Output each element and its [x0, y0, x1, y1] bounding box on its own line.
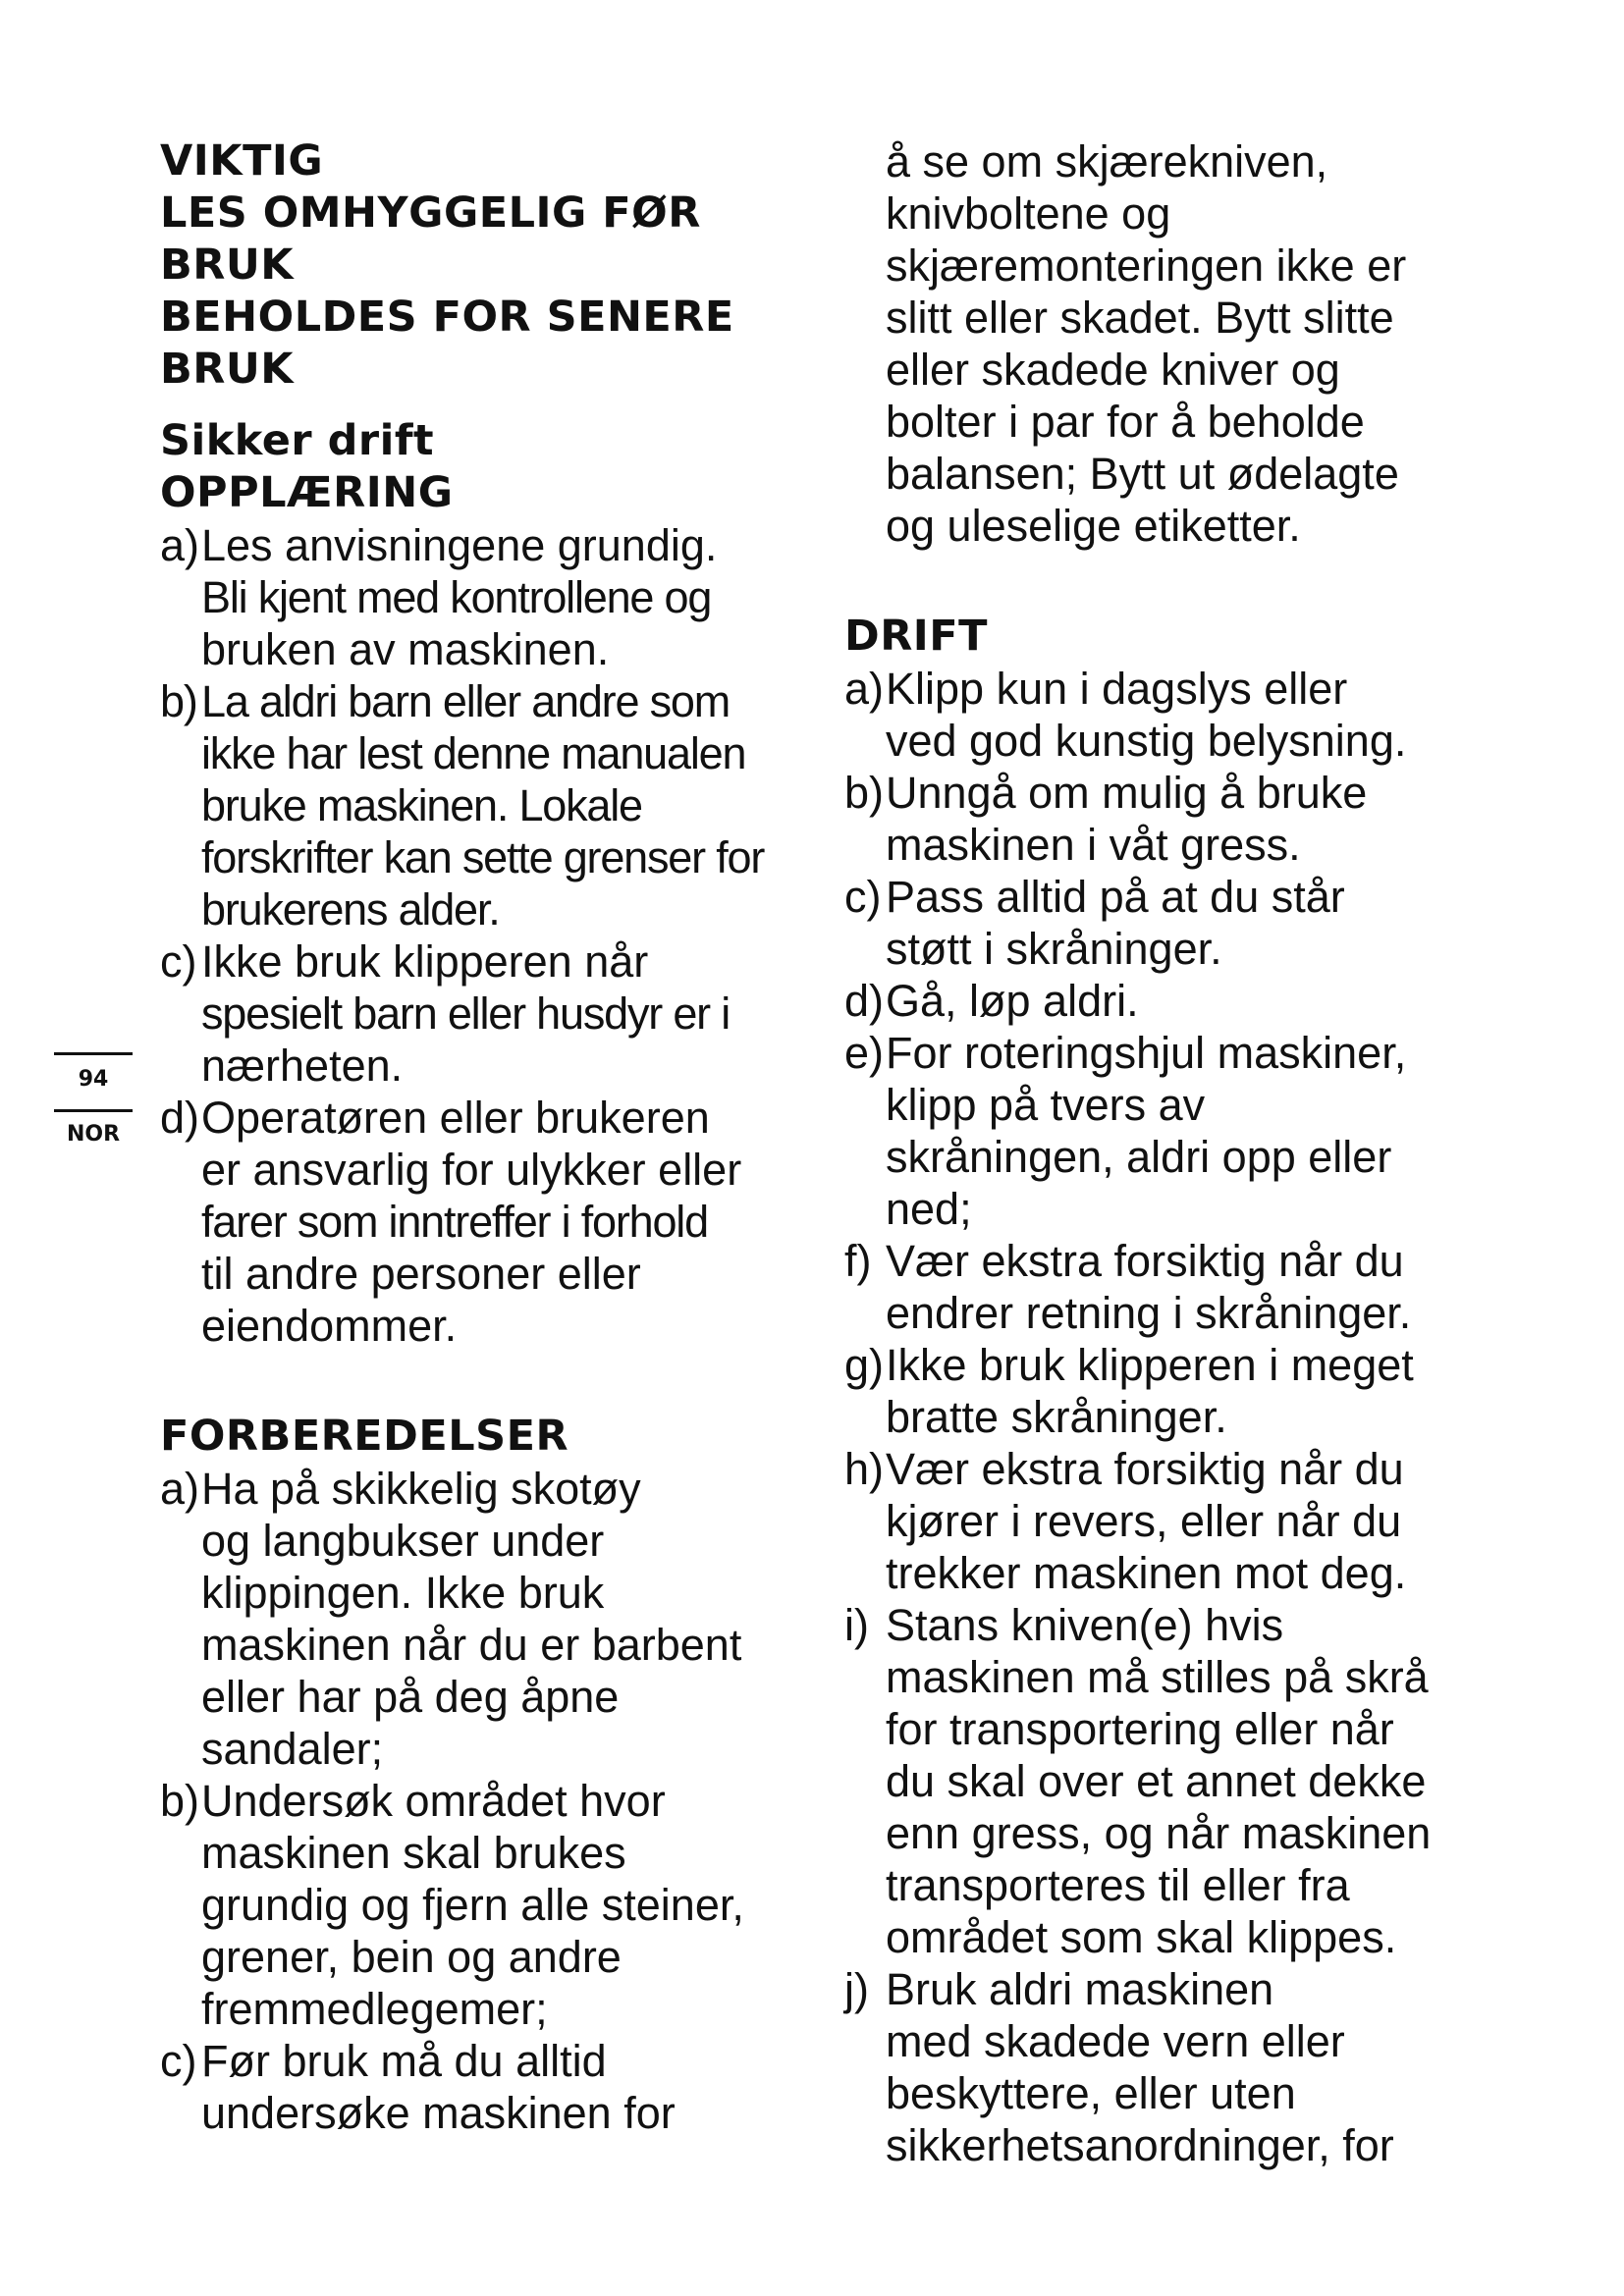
training-list — [160, 519, 828, 1352]
page-number-rule-top — [54, 1052, 133, 1055]
item-line: sandaler; — [201, 1724, 384, 1774]
operation-heading: DRIFT — [844, 612, 989, 661]
item-line: og langbukser under — [201, 1516, 605, 1566]
item-line: Pass alltid på at du står — [886, 872, 1345, 922]
item-line: støtt i skråninger. — [886, 924, 1222, 974]
item-line: spesielt barn eller husdyr er i — [201, 988, 731, 1039]
item-line: maskinen skal brukes — [201, 1828, 626, 1878]
item-line: maskinen når du er barbent — [201, 1620, 742, 1670]
item-line: er ansvarlig for ulykker eller — [201, 1145, 742, 1195]
language-code: NOR — [66, 1122, 121, 1147]
title-line: BRUK — [160, 240, 295, 290]
item-line: skjæremonteringen ikke er — [886, 240, 1407, 291]
list-item — [160, 675, 828, 935]
item-line: fremmedlegemer; — [201, 1984, 548, 2034]
training-heading: OPPLÆRING — [160, 468, 454, 517]
list-item — [160, 1463, 828, 1775]
preparation-continuation — [844, 135, 1591, 552]
item-line: Før bruk må du alltid — [201, 2036, 607, 2086]
item-line: Vær ekstra forsiktig når du — [886, 1236, 1404, 1286]
item-marker: b) — [844, 768, 885, 818]
item-marker: i) — [844, 1600, 869, 1650]
title-line: BRUK — [160, 345, 295, 394]
item-line: Vær ekstra forsiktig når du — [886, 1444, 1404, 1494]
item-line: klipp på tvers av — [886, 1080, 1206, 1130]
page-title — [160, 135, 828, 396]
item-line: maskinen i våt gress. — [886, 820, 1301, 870]
item-line: maskinen må stilles på skrå — [886, 1652, 1429, 1702]
item-line: brukerens alder. — [201, 884, 500, 934]
list-item — [160, 2035, 828, 2139]
item-line: sikkerhetsanordninger, for — [886, 2120, 1394, 2170]
item-line: Bruk aldri maskinen — [886, 1964, 1274, 2014]
item-line: ikke har lest denne manualen — [201, 728, 746, 778]
item-line: Bli kjent med kontrollene og — [201, 572, 712, 622]
item-line: Les anvisningene grundig. — [201, 520, 718, 570]
item-line: Gå, løp aldri. — [886, 976, 1139, 1026]
item-line: ned; — [886, 1184, 972, 1234]
item-line: balansen; Bytt ut ødelagte — [886, 449, 1399, 499]
item-line: grundig og fjern alle steiner, — [201, 1880, 744, 1930]
item-marker: c) — [160, 2036, 197, 2086]
item-line: bolter i par for å beholde — [886, 397, 1365, 447]
list-item — [844, 767, 1591, 871]
item-line: forskrifter kan sette grenser for — [201, 832, 765, 882]
item-line: skråningen, aldri opp eller — [886, 1132, 1392, 1182]
item-line: farer som inntreffer i forhold — [201, 1197, 708, 1247]
item-line: For roteringshjul maskiner, — [886, 1028, 1407, 1078]
item-line: grener, bein og andre — [201, 1932, 622, 1982]
item-line: bruken av maskinen. — [201, 624, 610, 674]
item-line: for transportering eller når — [886, 1704, 1394, 1754]
item-marker: d) — [844, 976, 885, 1026]
item-line: til andre personer eller — [201, 1249, 641, 1299]
item-line: Ha på skikkelig skotøy — [201, 1464, 641, 1514]
preparation-heading: FORBEREDELSER — [160, 1412, 569, 1461]
page-number: 94 — [78, 1067, 109, 1092]
item-line: eller har på deg åpne — [201, 1672, 620, 1722]
item-line: Stans kniven(e) hvis — [886, 1600, 1284, 1650]
list-item — [844, 871, 1591, 975]
list-item — [844, 1443, 1591, 1599]
item-line: Ikke bruk klipperen i meget — [886, 1340, 1414, 1390]
item-line: bruke maskinen. Lokale — [201, 780, 642, 830]
list-item — [160, 1092, 828, 1352]
operation-list — [844, 663, 1591, 2171]
item-marker: a) — [160, 1464, 200, 1514]
item-line: La aldri barn eller andre som — [201, 676, 731, 726]
item-marker: f) — [844, 1236, 872, 1286]
item-line: nærheten. — [201, 1041, 404, 1091]
list-item — [844, 1235, 1591, 1339]
item-line: enn gress, og når maskinen — [886, 1808, 1432, 1858]
title-line: LES OMHYGGELIG FØR — [160, 188, 701, 238]
item-line: ved god kunstig belysning. — [886, 716, 1407, 766]
item-marker: e) — [844, 1028, 885, 1078]
item-line: området som skal klippes. — [886, 1912, 1397, 1962]
item-marker: h) — [844, 1444, 885, 1494]
page-number-rule-bottom — [54, 1109, 133, 1112]
list-item — [844, 975, 1591, 1027]
list-item — [844, 1599, 1591, 1963]
title-line: VIKTIG — [160, 136, 324, 186]
item-line: bratte skråninger. — [886, 1392, 1227, 1442]
safe-operation-heading: Sikker drift — [160, 416, 435, 465]
item-line: eiendommer. — [201, 1301, 458, 1351]
item-line: knivboltene og — [886, 188, 1171, 239]
item-line: Klipp kun i dagslys eller — [886, 664, 1348, 714]
item-marker: b) — [160, 1776, 200, 1826]
item-marker: j) — [844, 1964, 869, 2014]
item-line: Unngå om mulig å bruke — [886, 768, 1368, 818]
item-line: å se om skjærekniven, — [886, 136, 1328, 187]
item-line: du skal over et annet dekke — [886, 1756, 1427, 1806]
item-line: med skadede vern eller — [886, 2016, 1345, 2066]
list-item — [160, 519, 828, 675]
item-line: trekker maskinen mot deg. — [886, 1548, 1407, 1598]
item-marker: a) — [844, 664, 885, 714]
list-item — [844, 663, 1591, 767]
item-line: eller skadede kniver og — [886, 345, 1340, 395]
item-marker: c) — [844, 872, 882, 922]
item-line: beskyttere, eller uten — [886, 2068, 1296, 2118]
item-line: kjører i revers, eller når du — [886, 1496, 1402, 1546]
list-item — [844, 1339, 1591, 1443]
item-marker: g) — [844, 1340, 885, 1390]
item-line: Operatøren eller brukeren — [201, 1093, 710, 1143]
right-column — [844, 135, 1591, 2171]
item-line: transporteres til eller fra — [886, 1860, 1350, 1910]
item-line: endrer retning i skråninger. — [886, 1288, 1412, 1338]
title-line: BEHOLDES FOR SENERE — [160, 293, 734, 342]
list-item — [844, 1027, 1591, 1235]
item-marker: b) — [160, 676, 197, 726]
item-line: klippingen. Ikke bruk — [201, 1568, 605, 1618]
list-item — [844, 1963, 1591, 2171]
list-item — [160, 1775, 828, 2035]
item-marker: d) — [160, 1093, 200, 1143]
item-line: Undersøk området hvor — [201, 1776, 666, 1826]
item-line: slitt eller skadet. Bytt slitte — [886, 293, 1394, 343]
preparation-list — [160, 1463, 828, 2139]
item-marker: c) — [160, 936, 197, 987]
item-line: Ikke bruk klipperen når — [201, 936, 649, 987]
item-marker: a) — [160, 520, 200, 570]
list-item — [160, 935, 828, 1092]
left-column — [160, 135, 828, 2139]
item-line: undersøke maskinen for — [201, 2088, 676, 2138]
item-line: og uleselige etiketter. — [886, 501, 1301, 551]
